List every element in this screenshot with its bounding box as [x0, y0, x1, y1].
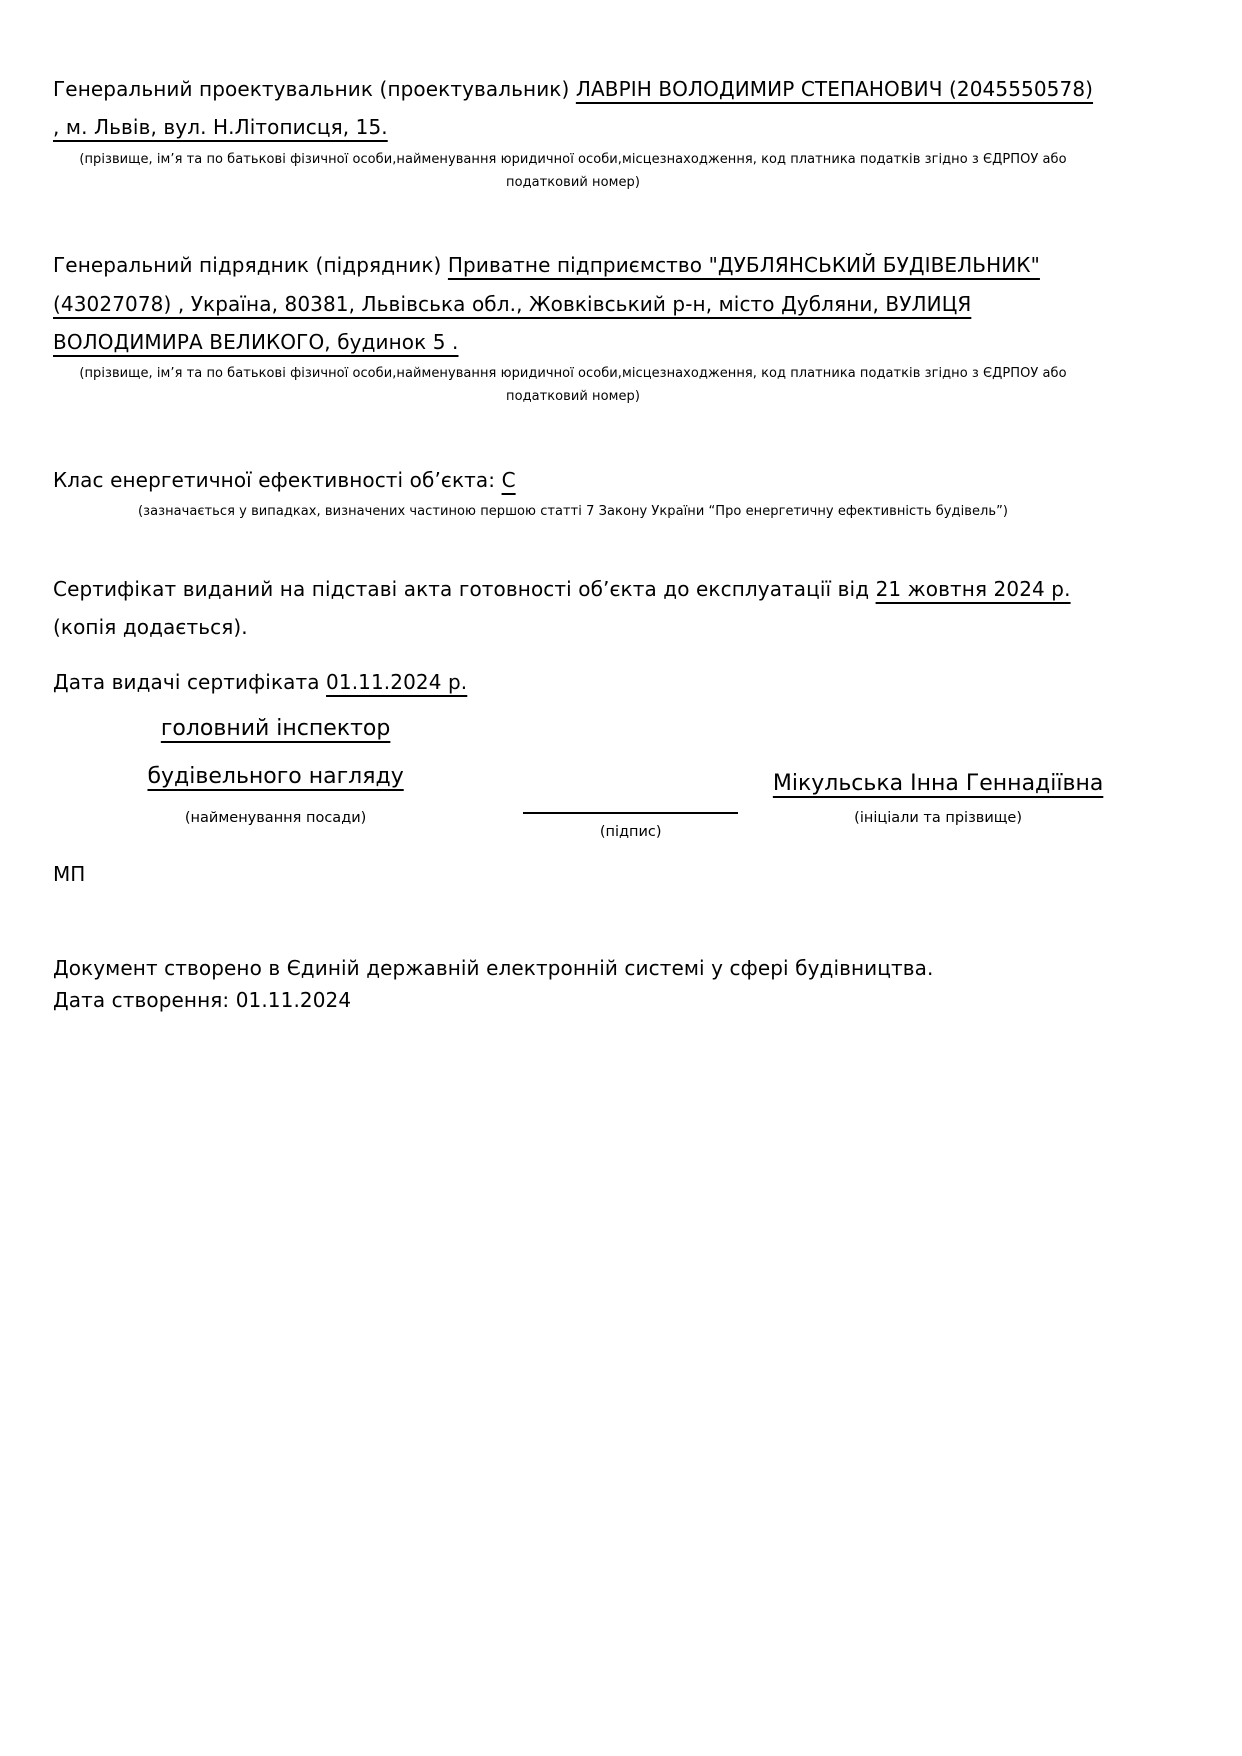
energy-class-label: Клас енергетичної ефективності об’єкта:	[53, 467, 502, 492]
position-column	[53, 705, 498, 827]
contractor-value: Приватне підприємство "ДУБЛЯНСЬКИЙ БУДІВЕЛЬНИК" (43027078) , Україна, 80381, Львівська обл., Жовківський р-н, місто Дубляни, ВУЛИЦЯ ВОЛОДИМИРА ВЕЛИКОГО, будинок 5 .	[53, 253, 1040, 355]
basis-suffix: (копія додається).	[53, 615, 248, 640]
signature-block	[53, 705, 1113, 840]
designer-label: Генеральний проектувальник (проектувальник)	[53, 77, 576, 101]
signatory-name: Мікульська Інна Геннадіївна	[772, 771, 1104, 797]
signature-column	[498, 812, 763, 842]
designer-paragraph	[53, 70, 1103, 147]
name-column	[763, 769, 1113, 828]
energy-class-value: С	[501, 467, 516, 492]
basis-date: 21 жовтня 2024 р.	[875, 577, 1071, 602]
certificate-basis-paragraph	[53, 570, 1103, 647]
issue-date-label: Дата видачі сертифіката	[53, 669, 327, 694]
footer-note	[53, 952, 1186, 1017]
basis-prefix: Сертифікат виданий на підставі акта готовності об’єкта до експлуатації від	[53, 577, 876, 602]
name-caption: (ініціали та прізвище)	[854, 809, 1023, 826]
contractor-label: Генеральний підрядник (підрядник)	[53, 253, 448, 278]
energy-class-footnote: (зазначається у випадках, визначених частиною першою статті 7 Закону України “Про енергетичну ефективність будівель”)	[138, 504, 1008, 520]
signature-caption: (підпис)	[599, 823, 662, 840]
stamp-label: МП	[53, 861, 86, 886]
designer-footnote: (прізвище, ім’я та по батькові фізичної особи,найменування юридичної особи,місцезнаходження, код платника податків згідно з ЄДРПОУ або податковий номер)	[79, 151, 1067, 190]
contractor-paragraph	[53, 246, 1103, 361]
footer-creation-date: Дата створення: 01.11.2024	[53, 988, 352, 1013]
footer-created-line: Документ створено в Єдиній державній електронній системі у сфері будівництва.	[53, 955, 934, 980]
signature-line	[523, 812, 738, 814]
energy-class-line	[53, 461, 1103, 499]
issue-date-value: 01.11.2024 р.	[326, 669, 468, 694]
position-caption: (найменування посади)	[184, 809, 367, 826]
designer-value: ЛАВРІН ВОЛОДИМИР СТЕПАНОВИЧ (2045550578) , м. Львів, вул. Н.Літописця, 15.	[53, 77, 1094, 140]
position-title: головний інспектор будівельного нагляду	[147, 716, 404, 789]
contractor-footnote: (прізвище, ім’я та по батькові фізичної особи,найменування юридичної особи,місцезнаходження, код платника податків згідно з ЄДРПОУ або податковий номер)	[79, 366, 1067, 405]
issue-date-line	[53, 663, 1103, 701]
